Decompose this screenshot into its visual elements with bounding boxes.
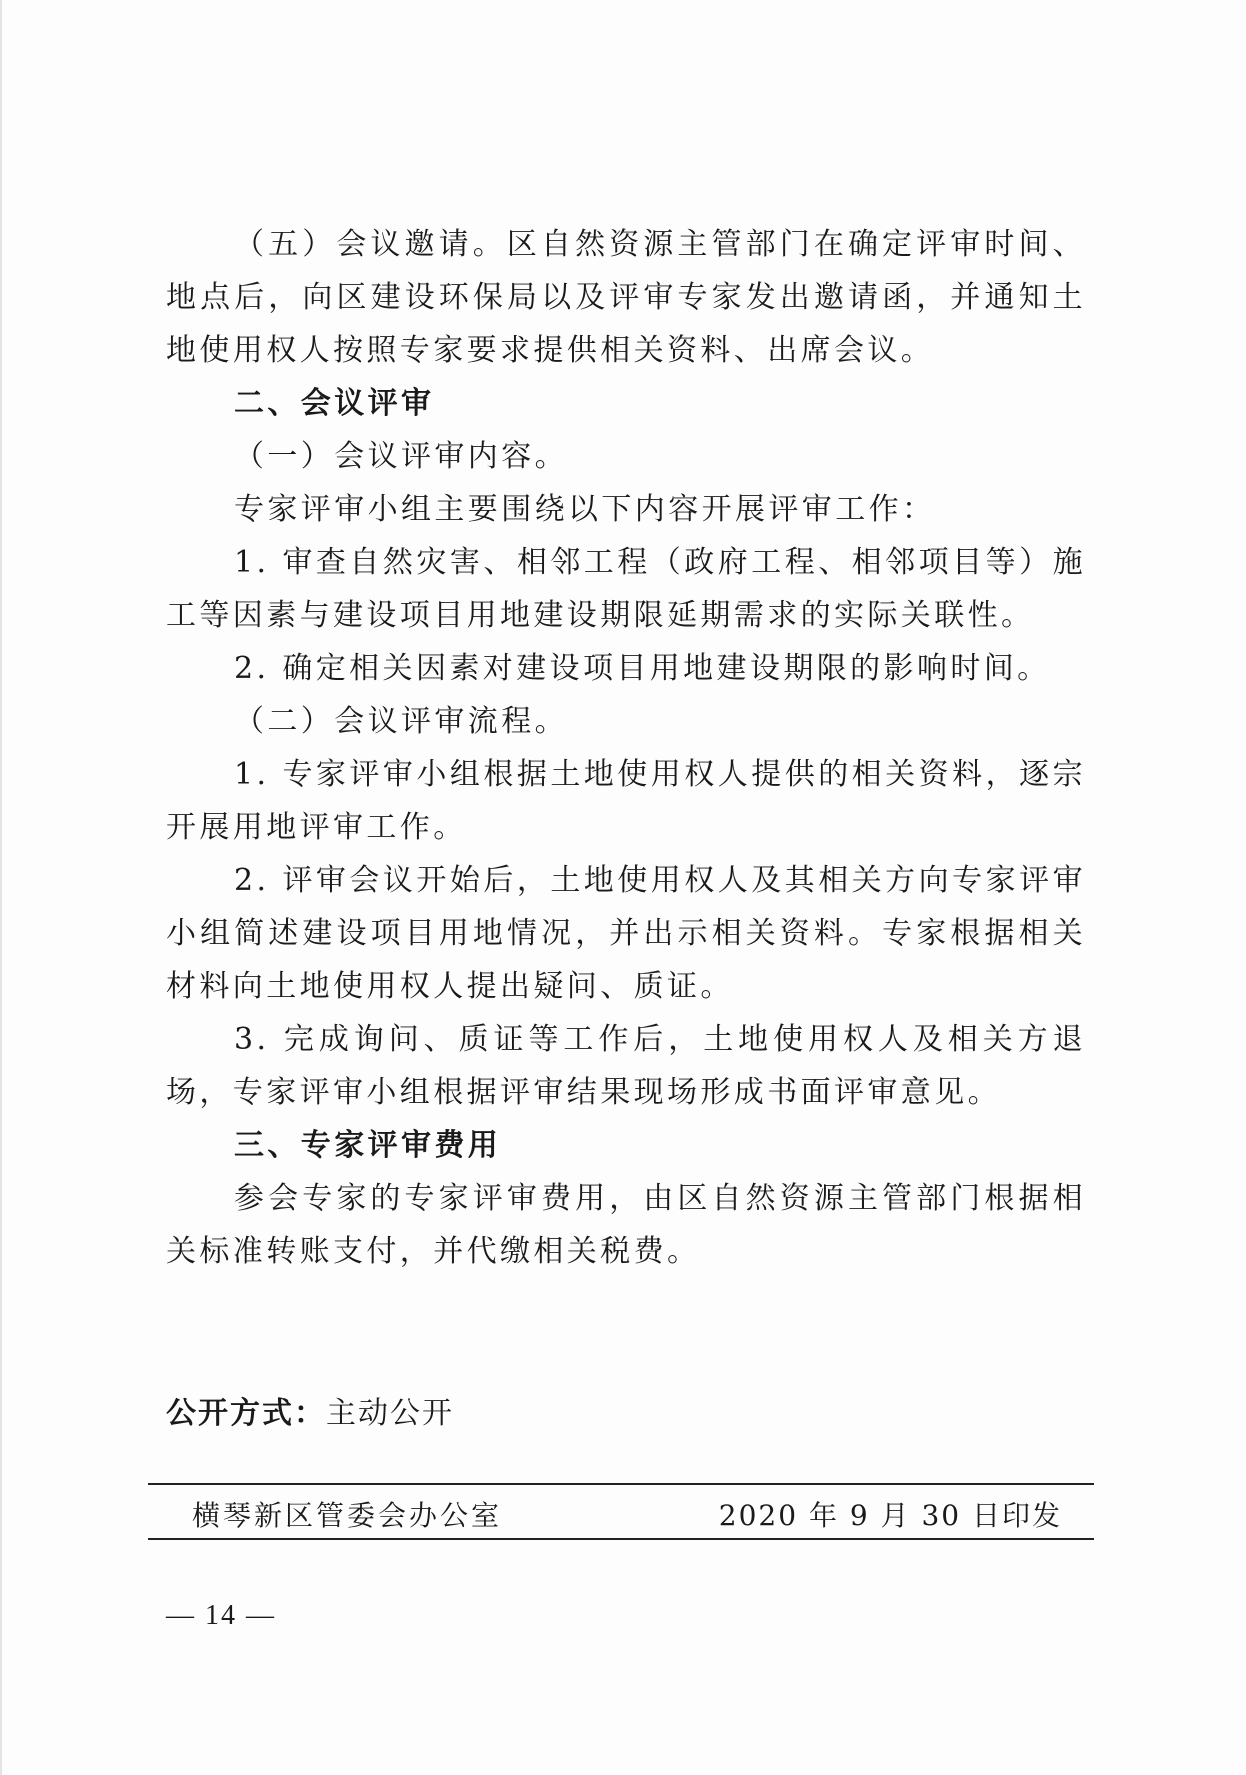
paragraph-process-step-2: 2. 评审会议开始后，土地使用权人及其相关方向专家评审小组简述建设项目用地情况，并出示相关资料。专家根据相关材料向土地使用权人提出疑问、质证。 [166,863,1086,1004]
issue-date: 2020 年 9 月 30 日印发 [718,1499,1062,1532]
paragraph-review-item-2: 2. 确定相关因素对建设项目用地建设期限的影响时间。 [234,651,1051,686]
section-heading-meeting-review: 二、会议评审 [234,386,435,421]
issuing-office: 横琴新区管委会办公室 [192,1499,503,1532]
publicity-line [166,1388,454,1432]
paragraph-process-step-3: 3. 完成询问、质证等工作后，土地使用权人及相关方退场，专家评审小组根据评审结果现场形成书面评审意见。 [166,1022,1086,1110]
subsection-review-process: （二）会议评审流程。 [234,704,568,739]
page-number: — 14 — [166,1600,276,1631]
section-heading-review-fees: 三、专家评审费用 [234,1128,502,1163]
paragraph-review-item-1: 1. 审查自然灾害、相邻工程（政府工程、相邻项目等）施工等因素与建设项目用地建设期限延期需求的实际关联性。 [166,545,1086,633]
publicity-value: 主动公开 [326,1396,454,1431]
publicity-label: 公开方式： [166,1396,326,1431]
paragraph-process-step-1: 1. 专家评审小组根据土地使用权人提供的相关资料，逐宗开展用地评审工作。 [166,757,1086,845]
document-body [166,218,1086,1278]
footer-rule-bottom [148,1538,1094,1540]
paragraph-meeting-invitation: （五）会议邀请。区自然资源主管部门在确定评审时间、地点后，向区建设环保局以及评审专家发出邀请函，并通知土地使用权人按照专家要求提供相关资料、出席会议。 [166,227,1086,368]
paragraph-review-fees: 参会专家的专家评审费用，由区自然资源主管部门根据相关标准转账支付，并代缴相关税费。 [166,1181,1086,1269]
paragraph-review-intro: 专家评审小组主要围绕以下内容开展评审工作： [234,492,936,527]
subsection-review-content: （一）会议评审内容。 [234,439,568,474]
footer-rule-top [148,1483,1094,1485]
